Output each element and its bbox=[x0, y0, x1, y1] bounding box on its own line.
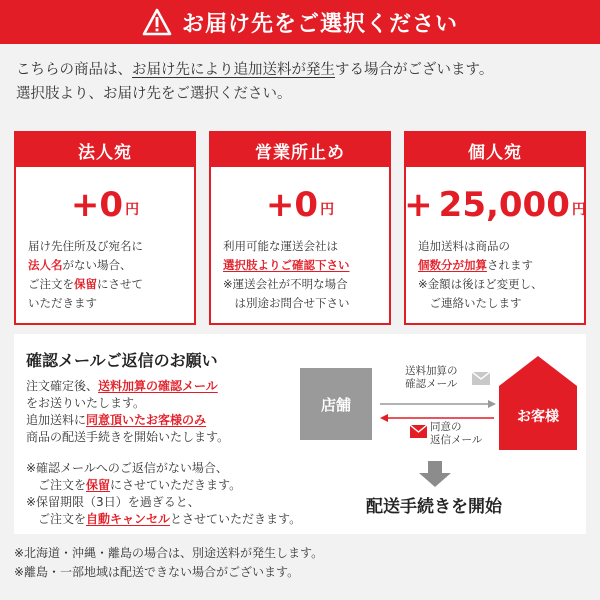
card-price bbox=[211, 167, 389, 229]
send-label-line: 確認メール bbox=[405, 378, 458, 390]
intro-text bbox=[16, 58, 586, 106]
price-amount: 25,000 bbox=[438, 185, 570, 225]
panel-note: ※確認メールへのご返信がない場合、 bbox=[26, 461, 228, 475]
card-description bbox=[16, 229, 194, 313]
desc-line: 利用可能な運送会社は bbox=[223, 239, 338, 253]
intro-text-part: こちらの商品は、 bbox=[16, 62, 132, 78]
price-amount: 0 bbox=[294, 185, 319, 225]
desc-line: は別途お問合せ下さい bbox=[223, 296, 350, 310]
panel-note: ご注文を自動キャンセルとさせていただきます。 bbox=[26, 512, 302, 526]
price-sign: + bbox=[70, 185, 100, 225]
shop-box: 店舗 bbox=[300, 368, 372, 440]
option-card-individual[interactable] bbox=[404, 131, 586, 325]
banner-title: お届け先をご選択ください bbox=[181, 11, 458, 37]
card-header: 営業所止め bbox=[211, 133, 389, 167]
desc-line: 個数分が加算されます bbox=[418, 258, 533, 272]
desc-line: ご注文を保留にさせて bbox=[28, 277, 143, 291]
panel-line: 注文確定後、送料加算の確認メール bbox=[26, 379, 218, 393]
price-unit: 円 bbox=[125, 202, 140, 218]
card-price bbox=[16, 167, 194, 229]
intro-text-part: する場合がございます。 bbox=[335, 62, 494, 78]
customer-label: お客様 bbox=[517, 409, 559, 425]
desc-line: 届け先住所及び宛名に bbox=[28, 239, 143, 253]
desc-line: ※金額は後ほど変更し、 bbox=[418, 277, 543, 291]
reply-label-line: 返信メール bbox=[430, 434, 483, 446]
price-unit: 円 bbox=[320, 202, 335, 218]
panel-note: ご注文を保留にさせていただきます。 bbox=[26, 478, 242, 492]
option-card-corporate[interactable] bbox=[14, 131, 196, 325]
reply-mail-label bbox=[430, 421, 482, 447]
option-card-office-pickup[interactable] bbox=[209, 131, 391, 325]
panel-notes bbox=[26, 460, 301, 528]
footer-note: ※北海道・沖縄・離島の場合は、別途送料が発生します。 bbox=[14, 546, 324, 560]
footer-notes bbox=[14, 544, 323, 582]
panel-line: をお送りいたします。 bbox=[26, 396, 146, 410]
send-mail-label bbox=[405, 365, 458, 391]
price-unit: 円 bbox=[571, 202, 586, 218]
warning-icon bbox=[142, 8, 172, 36]
desc-line: 法人名がない場合、 bbox=[28, 258, 132, 272]
desc-line: いただきます bbox=[28, 296, 97, 310]
panel-line: 商品の配送手続きを開始いたします。 bbox=[26, 430, 230, 444]
card-header: 個人宛 bbox=[406, 133, 584, 167]
panel-line: 追加送料に同意頂いたお客様のみ bbox=[26, 413, 207, 427]
panel-body bbox=[26, 378, 229, 446]
panel-note: ※保留期限（3日）を過ぎると、 bbox=[26, 495, 200, 509]
intro-line-2: 選択肢より、お届け先をご選択ください。 bbox=[16, 86, 292, 102]
confirmation-panel bbox=[14, 334, 586, 534]
customer-house bbox=[499, 356, 577, 450]
reply-mail-icon bbox=[410, 425, 427, 438]
desc-line: ご連絡いたします bbox=[418, 296, 522, 310]
down-arrow-icon bbox=[419, 461, 451, 487]
desc-line: 選択肢よりご確認下さい bbox=[223, 258, 350, 272]
panel-title: 確認メールご返信のお願い bbox=[26, 351, 218, 370]
intro-underlined-text: お届け先により追加送料が発生 bbox=[132, 62, 335, 78]
price-amount: 0 bbox=[99, 185, 124, 225]
card-price bbox=[406, 167, 584, 229]
desc-line: 追加送料は商品の bbox=[418, 239, 510, 253]
card-description bbox=[406, 229, 584, 313]
price-sign: + bbox=[404, 185, 433, 225]
intro-line-1 bbox=[16, 58, 586, 82]
card-header: 法人宛 bbox=[16, 133, 194, 167]
start-delivery-label: 配送手続きを開始 bbox=[366, 497, 502, 517]
card-description bbox=[211, 229, 389, 313]
reply-label-line: 同意の bbox=[430, 421, 462, 433]
price-sign: + bbox=[265, 185, 295, 225]
header-banner bbox=[0, 0, 600, 44]
house-icon bbox=[499, 356, 577, 450]
send-label-line: 送料加算の bbox=[405, 365, 458, 377]
footer-note: ※離島・一部地域は配送できない場合がございます。 bbox=[14, 565, 300, 579]
desc-line: ※運送会社が不明な場合 bbox=[223, 277, 348, 291]
mail-icon bbox=[472, 372, 490, 385]
